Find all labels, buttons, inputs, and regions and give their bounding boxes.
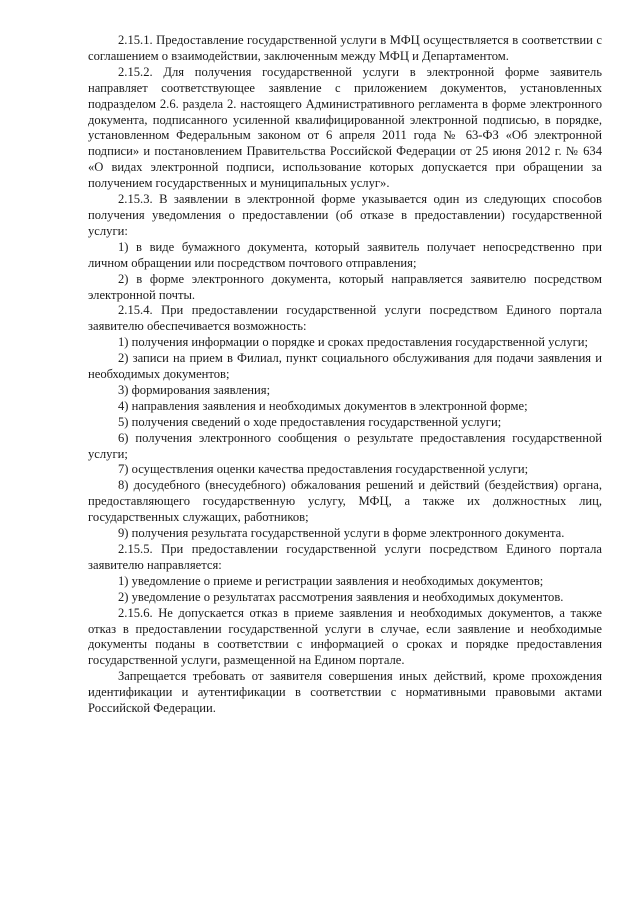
list-item: 3) формирования заявления; [118,382,271,397]
list-item: 2) в форме электронного документа, который направляется заявителю посредством электронной почты. [88,271,602,302]
list-item: 1) получения информации о порядке и сроках предоставления государственной услуги; [118,335,589,350]
list-item: 8) досудебного (внесудебного) обжалования решений и действий (бездействия) органа, предоставляющего государственную услугу, МФЦ, а также их должностных лиц, государственных служащих, работников; [88,478,602,525]
paragraph-2-15-3: 2.15.3. В заявлении в электронной форме указывается один из следующих способов получения уведомления о предоставлении (об отказе в предоставлении) государственной услуги: [88,192,602,238]
paragraph-2-15-2: 2.15.2. Для получения государственной услуги в электронной форме заявитель направляет соответствующее заявление с приложением документов, установленных подразделом 2.6. раздела 2. настоящего Административного регламента в форме электронного документа, подписанного усиленной квалифицированной электронной подписью, в порядке, установленном Федеральным законом от 6 апреля 2011 года № 63-ФЗ «Об электронной подписи» и постановлением Правительства Российской Федерации от 25 июня 2012 г. № 634 «О видах электронной подписи, использование которых допускается при обращении за получением государственных и муниципальных услуг». [88,64,602,191]
list-item: 4) направления заявления и необходимых документов в электронной форме; [118,398,528,413]
list-item: 1) в виде бумажного документа, который заявитель получает непосредственно при личном обращении или посредством почтового отправления; [88,239,602,270]
paragraph-2-15-1: 2.15.1. Предоставление государственной услуги в МФЦ осуществляется в соответствии с соглашением о взаимодействии, заключенным между МФЦ и Департаментом. [88,33,602,63]
paragraph-2-15-5: 2.15.5. При предоставлении государственной услуги посредством Единого портала заявителю направляется: [88,542,602,572]
paragraph-prohibition: Запрещается требовать от заявителя совершения иных действий, кроме прохождения идентификации и аутентификации в соответствии с нормативными правовыми актами Российской Федерации. [88,669,602,716]
list-item: 6) получения электронного сообщения о результате предоставления государственной услуги; [88,430,602,461]
list-item: 2) записи на прием в Филиал, пункт социального обслуживания для подачи заявления и необходимых документов; [88,351,602,382]
list-item: 1) уведомление о приеме и регистрации заявления и необходимых документов; [118,573,544,588]
list-item: 9) получения результата государственной услуги в форме электронного документа. [118,526,565,541]
paragraph-2-15-4: 2.15.4. При предоставлении государственной услуги посредством Единого портала заявителю обеспечивается возможность: [88,303,602,334]
list-item: 5) получения сведений о ходе предоставления государственной услуги; [118,414,502,429]
paragraph-2-15-6: 2.15.6. Не допускается отказ в приеме заявления и необходимых документов, а также отказ в предоставлении государственной услуги в случае, если заявление и необходимые документы поданы в соответствии с информацией о сроках и порядке предоставления государственной услуги, размещенной на Едином портале. [88,605,602,668]
list-item: 2) уведомление о результатах рассмотрения заявления и необходимых документов. [118,589,564,604]
list-item: 7) осуществления оценки качества предоставления государственной услуги; [118,462,529,477]
